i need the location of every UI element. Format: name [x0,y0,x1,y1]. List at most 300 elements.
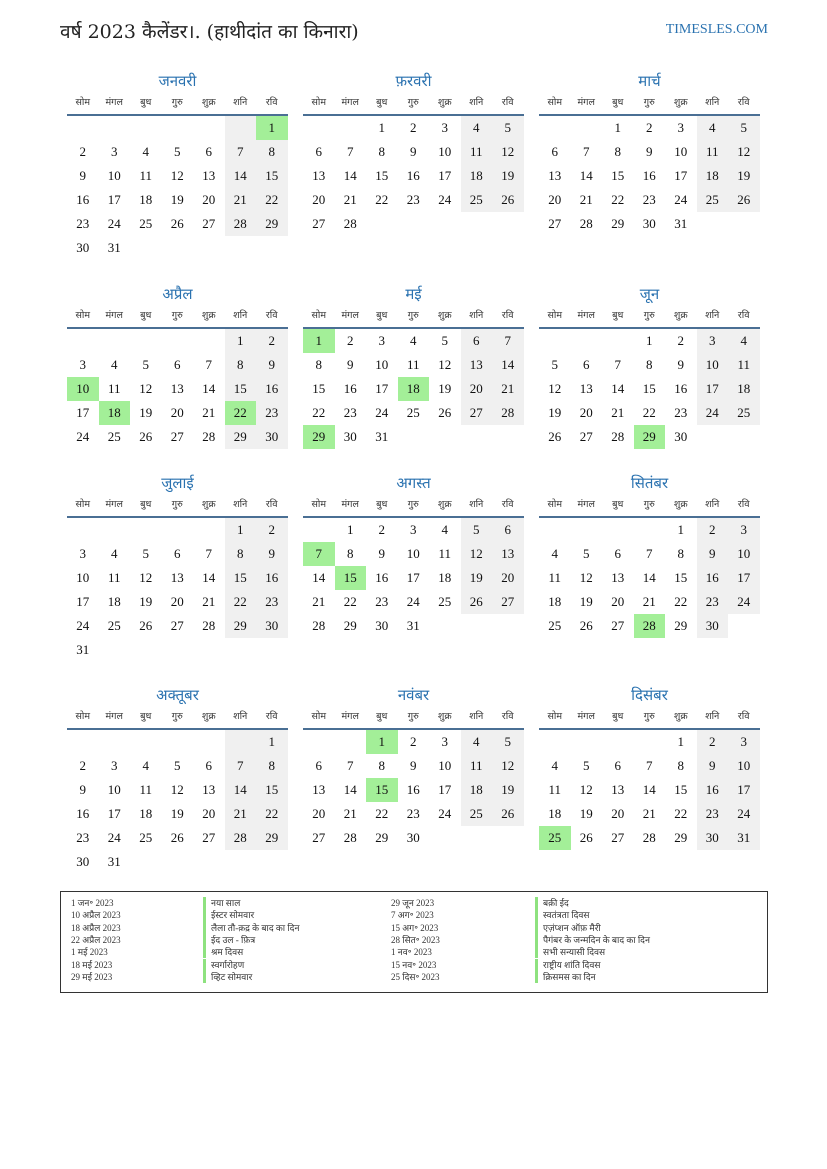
day-cell: 27 [579,429,593,444]
day-cell: 26 [170,216,184,231]
legend-holiday-name: स्वर्गारोहण [203,959,244,971]
day-grid [303,116,524,236]
month-block [539,472,760,638]
day-cell: 7 [583,144,590,159]
day-cell: 28 [579,216,593,231]
day-cell: 20 [312,192,326,207]
month-block [303,684,524,850]
day-cell: 26 [492,188,524,212]
day-cell: 25 [728,401,760,425]
weekday-label: रवि [501,711,514,722]
day-cell: 16 [76,806,90,821]
day-cell: 10 [107,782,121,797]
day-cell: 4 [551,758,558,773]
day-cell: 24 [438,192,452,207]
day-cell: 13 [202,168,216,183]
day-cell: 25 [548,618,562,633]
day-cell: 26 [579,830,593,845]
weekday-header [67,92,288,116]
empty-day-cell [130,329,162,353]
weekday-label: शनि [469,711,484,722]
holiday-day-cell: 18 [99,401,131,425]
day-cell: 8 [315,357,322,372]
month-name: अप्रैल [162,285,193,303]
day-cell: 9 [256,353,288,377]
day-cell: 22 [375,806,389,821]
month-name: दिसंबर [631,686,668,704]
day-cell: 7 [225,754,257,778]
day-cell: 1 [378,120,385,135]
weekday-label: शनि [469,97,484,108]
weekday-label: गुरु [407,310,419,321]
day-cell: 4 [410,333,417,348]
day-cell: 14 [343,782,357,797]
day-cell: 19 [492,164,524,188]
day-cell: 14 [312,570,326,585]
day-cell: 12 [492,140,524,164]
legend-date: 15 नव॰ 2023 [391,959,437,970]
day-cell: 8 [646,357,653,372]
weekday-label: बुध [376,97,388,108]
day-cell: 21 [611,405,625,420]
holiday-day-cell: 28 [634,614,666,638]
day-cell: 20 [170,405,184,420]
weekday-label: गुरु [407,711,419,722]
legend-date: 22 अप्रैल 2023 [71,934,121,945]
day-cell: 15 [256,164,288,188]
day-cell: 14 [225,778,257,802]
day-cell: 30 [642,216,656,231]
empty-day-cell [398,212,430,236]
legend-holiday-name: लैला तौ-क़द्र के बाद का दिन [203,922,299,934]
day-cell: 18 [728,377,760,401]
day-cell: 3 [111,758,118,773]
day-cell: 27 [202,216,216,231]
day-cell: 17 [728,778,760,802]
day-cell: 11 [548,782,562,797]
weekday-label: मंगल [341,711,359,722]
empty-day-cell [193,638,225,662]
day-cell: 11 [139,782,153,797]
day-cell: 27 [312,830,326,845]
day-grid [303,329,524,449]
empty-day-cell [461,614,493,638]
day-cell: 17 [76,405,90,420]
weekday-label: शुक्र [437,499,452,510]
day-cell: 2 [79,758,86,773]
day-cell: 19 [492,778,524,802]
empty-day-cell [571,116,603,140]
weekday-label: बुध [140,97,152,108]
day-grid [539,116,760,236]
empty-day-cell [130,850,162,874]
day-cell: 29 [375,830,389,845]
day-cell: 6 [551,144,558,159]
day-cell: 21 [202,405,216,420]
day-cell: 2 [378,522,385,537]
legend-date: 18 मई 2023 [71,959,113,970]
day-cell: 15 [312,381,326,396]
weekday-label: शुक्र [201,310,216,321]
weekday-label: बुध [612,310,624,321]
day-cell: 26 [170,830,184,845]
day-cell: 21 [202,594,216,609]
day-cell: 4 [551,546,558,561]
weekday-label: शुक्र [437,97,452,108]
day-cell: 1 [256,730,288,754]
day-cell: 28 [202,618,216,633]
day-cell: 31 [406,618,420,633]
weekday-label: सोम [75,711,91,722]
day-cell: 15 [642,381,656,396]
day-cell: 20 [461,377,493,401]
day-cell: 8 [256,754,288,778]
day-grid [303,730,524,850]
day-cell: 25 [107,429,121,444]
day-cell: 28 [492,401,524,425]
day-cell: 13 [548,168,562,183]
day-cell: 13 [170,381,184,396]
day-cell: 31 [107,854,121,869]
weekday-label: सोम [75,499,91,510]
empty-day-cell [571,730,603,754]
empty-day-cell [193,116,225,140]
weekday-label: रवि [265,97,278,108]
day-cell: 13 [579,381,593,396]
empty-day-cell [225,236,257,260]
day-cell: 24 [375,405,389,420]
day-grid [539,518,760,638]
day-cell: 3 [677,120,684,135]
weekday-label: शनि [233,711,248,722]
day-cell: 26 [461,590,493,614]
weekday-label: शनि [705,97,720,108]
day-cell: 24 [697,401,729,425]
day-cell: 29 [225,614,257,638]
month-name: सितंबर [630,474,669,492]
legend-holiday-name: क्रिसमस का दिन [535,971,596,983]
day-grid [67,518,288,662]
day-cell: 23 [406,806,420,821]
day-cell: 20 [611,806,625,821]
empty-day-cell [225,116,257,140]
day-cell: 9 [79,168,86,183]
day-cell: 29 [256,826,288,850]
day-cell: 28 [225,212,257,236]
holiday-day-cell: 29 [634,425,666,449]
day-cell: 6 [583,357,590,372]
day-cell: 17 [438,168,452,183]
day-cell: 8 [225,353,257,377]
day-cell: 24 [107,216,121,231]
legend-date: 10 अप्रैल 2023 [71,910,121,921]
day-cell: 18 [548,806,562,821]
day-cell: 10 [674,144,688,159]
day-cell: 7 [646,546,653,561]
weekday-label: शुक्र [673,499,688,510]
weekday-label: रवि [501,310,514,321]
month-block [303,70,524,236]
day-cell: 6 [614,546,621,561]
day-cell: 31 [107,240,121,255]
day-cell: 27 [461,401,493,425]
day-cell: 9 [646,144,653,159]
day-cell: 9 [410,144,417,159]
day-cell: 4 [697,116,729,140]
day-cell: 19 [139,594,153,609]
day-cell: 22 [225,590,257,614]
day-grid [67,730,288,874]
empty-day-cell [602,730,634,754]
day-cell: 7 [347,144,354,159]
day-cell: 15 [674,570,688,585]
day-cell: 31 [375,429,389,444]
empty-day-cell [99,116,131,140]
day-cell: 28 [343,216,357,231]
day-cell: 19 [438,381,452,396]
day-cell: 24 [674,192,688,207]
day-cell: 21 [312,594,326,609]
day-cell: 5 [174,144,181,159]
day-cell: 18 [461,778,493,802]
weekday-label: शुक्र [673,97,688,108]
day-cell: 18 [697,164,729,188]
weekday-label: मंगल [341,310,359,321]
day-cell: 25 [139,830,153,845]
day-cell: 18 [139,192,153,207]
legend-date: 1 मई 2023 [71,947,108,958]
weekday-label: शुक्र [201,499,216,510]
day-cell: 23 [375,594,389,609]
day-grid [67,329,288,449]
day-cell: 12 [492,754,524,778]
day-cell: 20 [548,192,562,207]
empty-day-cell [162,329,194,353]
day-cell: 26 [492,802,524,826]
empty-day-cell [193,236,225,260]
holiday-day-cell: 1 [366,730,398,754]
day-cell: 8 [677,546,684,561]
day-cell: 15 [674,782,688,797]
day-cell: 19 [170,192,184,207]
empty-day-cell [67,329,99,353]
day-cell: 24 [107,830,121,845]
day-cell: 2 [697,730,729,754]
day-cell: 1 [677,734,684,749]
empty-day-cell [429,425,461,449]
legend-holiday-name: ईद उल - फ़ित्र [203,934,255,946]
holiday-day-cell: 10 [67,377,99,401]
empty-day-cell [492,614,524,638]
empty-day-cell [429,212,461,236]
day-cell: 8 [378,144,385,159]
empty-day-cell [303,116,335,140]
empty-day-cell [429,826,461,850]
legend-date: 15 अग॰ 2023 [391,922,439,933]
weekday-label: गुरु [643,97,655,108]
day-cell: 14 [202,570,216,585]
day-cell: 8 [347,546,354,561]
day-cell: 22 [611,192,625,207]
day-cell: 19 [728,164,760,188]
day-cell: 13 [611,570,625,585]
day-cell: 3 [410,522,417,537]
day-cell: 28 [343,830,357,845]
weekday-label: शनि [705,711,720,722]
day-cell: 23 [406,192,420,207]
day-cell: 2 [677,333,684,348]
day-cell: 18 [548,594,562,609]
weekday-header [303,494,524,518]
day-cell: 4 [461,116,493,140]
day-cell: 1 [347,522,354,537]
holiday-day-cell: 22 [225,401,257,425]
day-cell: 11 [139,168,153,183]
day-cell: 11 [461,140,493,164]
weekday-label: बुध [140,711,152,722]
day-cell: 9 [697,542,729,566]
legend-holiday-name: नया साल [203,897,240,909]
weekday-label: गुरु [407,97,419,108]
weekday-label: सोम [547,310,563,321]
weekday-label: बुध [376,499,388,510]
empty-day-cell [697,212,729,236]
day-cell: 25 [107,618,121,633]
day-cell: 24 [76,429,90,444]
day-cell: 21 [343,192,357,207]
day-cell: 13 [170,570,184,585]
weekday-label: शुक्र [437,310,452,321]
day-cell: 7 [492,329,524,353]
day-cell: 25 [461,188,493,212]
day-cell: 4 [142,144,149,159]
weekday-label: गुरु [643,310,655,321]
weekday-label: गुरु [171,310,183,321]
day-cell: 19 [170,806,184,821]
day-cell: 13 [202,782,216,797]
day-cell: 25 [139,216,153,231]
day-cell: 14 [492,353,524,377]
weekday-label: रवि [737,97,750,108]
day-cell: 3 [441,734,448,749]
day-cell: 17 [728,566,760,590]
day-cell: 5 [461,518,493,542]
day-cell: 28 [225,826,257,850]
day-cell: 15 [225,377,257,401]
day-cell: 12 [579,782,593,797]
empty-day-cell [539,518,571,542]
day-cell: 20 [170,594,184,609]
weekday-label: गुरु [171,499,183,510]
day-cell: 1 [225,518,257,542]
weekday-label: मंगल [341,97,359,108]
day-cell: 10 [438,144,452,159]
weekday-label: शनि [705,499,720,510]
day-cell: 5 [492,116,524,140]
weekday-label: बुध [376,711,388,722]
day-cell: 11 [107,570,121,585]
day-cell: 25 [438,594,452,609]
month-block [539,70,760,236]
weekday-label: शुक्र [201,711,216,722]
day-cell: 11 [406,357,420,372]
day-cell: 10 [406,546,420,561]
month-block [67,472,288,662]
day-cell: 3 [728,730,760,754]
weekday-label: मंगल [341,499,359,510]
day-cell: 23 [674,405,688,420]
day-cell: 9 [697,754,729,778]
day-cell: 18 [107,594,121,609]
empty-day-cell [162,850,194,874]
month-block [67,283,288,449]
day-cell: 7 [646,758,653,773]
empty-day-cell [571,518,603,542]
weekday-label: बुध [612,97,624,108]
day-cell: 22 [642,405,656,420]
empty-day-cell [162,518,194,542]
day-cell: 9 [256,542,288,566]
day-cell: 17 [107,806,121,821]
day-grid [539,730,760,850]
day-cell: 16 [256,377,288,401]
day-cell: 26 [728,188,760,212]
empty-day-cell [130,518,162,542]
day-cell: 1 [614,120,621,135]
weekday-label: मंगल [577,97,595,108]
day-cell: 2 [410,734,417,749]
day-cell: 17 [107,192,121,207]
empty-day-cell [461,212,493,236]
legend-holiday-name: सभी सन्यासी दिवस [535,946,605,958]
day-cell: 17 [76,594,90,609]
month-name: मई [405,285,422,303]
day-cell: 12 [579,570,593,585]
weekday-label: गुरु [643,499,655,510]
legend-date: 29 जून 2023 [391,898,435,908]
empty-day-cell [130,730,162,754]
day-cell: 26 [548,429,562,444]
empty-day-cell [461,425,493,449]
day-cell: 30 [375,618,389,633]
empty-day-cell [634,730,666,754]
day-cell: 25 [406,405,420,420]
day-cell: 23 [256,590,288,614]
weekday-header [539,305,760,329]
day-cell: 17 [697,377,729,401]
day-cell: 11 [697,140,729,164]
day-cell: 8 [225,542,257,566]
weekday-label: शुक्र [437,711,452,722]
empty-day-cell [225,730,257,754]
day-cell: 24 [406,594,420,609]
month-block [539,283,760,449]
day-cell: 3 [378,333,385,348]
day-cell: 8 [614,144,621,159]
legend-date: 7 अग॰ 2023 [391,910,434,921]
empty-day-cell [256,850,288,874]
day-cell: 19 [579,806,593,821]
day-cell: 24 [728,802,760,826]
day-cell: 4 [441,522,448,537]
day-cell: 21 [343,806,357,821]
empty-day-cell [67,116,99,140]
holiday-day-cell: 25 [539,826,571,850]
weekday-label: मंगल [105,310,123,321]
site-link[interactable]: TIMESLES.COM [665,22,768,37]
day-cell: 14 [642,570,656,585]
day-cell: 1 [677,522,684,537]
